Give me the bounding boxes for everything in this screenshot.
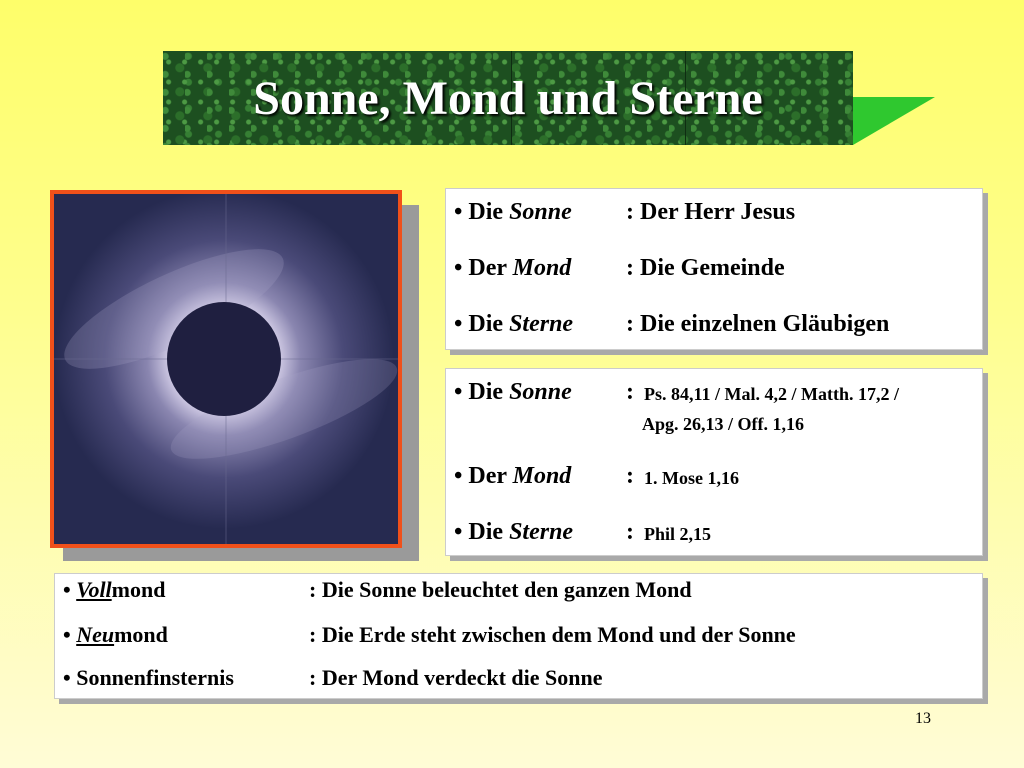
bullet: •: [454, 379, 463, 405]
article-label: Der: [468, 463, 507, 489]
green-arrow-icon: [853, 97, 935, 145]
term-label: mond: [114, 622, 168, 647]
bullet: •: [454, 519, 463, 545]
slide-title: Sonne, Mond und Sterne: [253, 71, 763, 125]
colon: :: [626, 463, 634, 489]
title-banner: [163, 51, 853, 145]
term-prefix: Voll: [76, 577, 112, 602]
list-item: [63, 577, 165, 603]
article-label: Die: [468, 199, 504, 225]
article-label: Die: [468, 519, 504, 545]
article-label: Der: [468, 255, 507, 281]
bullet: •: [454, 311, 463, 337]
scripture-reference: Ps. 84,11 / Mal. 4,2 / Matth. 17,2 /: [644, 384, 899, 404]
meaning-value: : Die Gemeinde: [626, 255, 785, 281]
list-item: [454, 519, 573, 546]
list-item: [454, 199, 572, 226]
term-label: Sterne: [509, 311, 574, 337]
bullet: •: [63, 665, 71, 690]
eclipse-image-icon: [54, 194, 398, 544]
bullet: •: [454, 255, 463, 281]
term-label: Sterne: [509, 519, 574, 545]
definition-value: : Die Erde steht zwischen dem Mond und der Sonne: [309, 622, 796, 647]
term-prefix: Neu: [76, 622, 115, 647]
list-item: [454, 311, 573, 338]
scripture-reference: Phil 2,15: [644, 524, 712, 544]
reference-box: [445, 368, 983, 556]
definition-value: : Der Mond verdeckt die Sonne: [309, 665, 603, 690]
bullet: •: [63, 622, 71, 647]
scripture-reference: Apg. 26,13 / Off. 1,16: [642, 414, 804, 434]
bullet: •: [454, 199, 463, 225]
page-number: 13: [915, 710, 931, 727]
term-label: Sonnenfinsternis: [76, 665, 234, 690]
list-item: [454, 463, 571, 490]
bullet: •: [63, 577, 71, 602]
meaning-value: : Die einzelnen Gläubigen: [626, 311, 890, 337]
list-item: [454, 379, 572, 406]
definition-value: : Die Sonne beleuchtet den ganzen Mond: [309, 577, 692, 602]
term-label: Mond: [512, 463, 572, 489]
list-item: [63, 665, 234, 691]
colon: :: [626, 519, 634, 545]
term-label: Sonne: [509, 379, 572, 405]
article-label: Die: [468, 311, 504, 337]
meaning-box: [445, 188, 983, 350]
term-label: Mond: [512, 255, 572, 281]
term-label: mond: [111, 577, 166, 602]
bullet: •: [454, 463, 463, 489]
moon-phase-box: [54, 573, 983, 699]
eclipse-photo: [50, 190, 402, 548]
list-item: [454, 255, 571, 282]
term-label: Sonne: [509, 199, 572, 225]
list-item: [63, 622, 168, 648]
meaning-value: : Der Herr Jesus: [626, 199, 796, 225]
scripture-reference: 1. Mose 1,16: [644, 468, 739, 488]
colon: :: [626, 379, 634, 405]
article-label: Die: [468, 379, 504, 405]
